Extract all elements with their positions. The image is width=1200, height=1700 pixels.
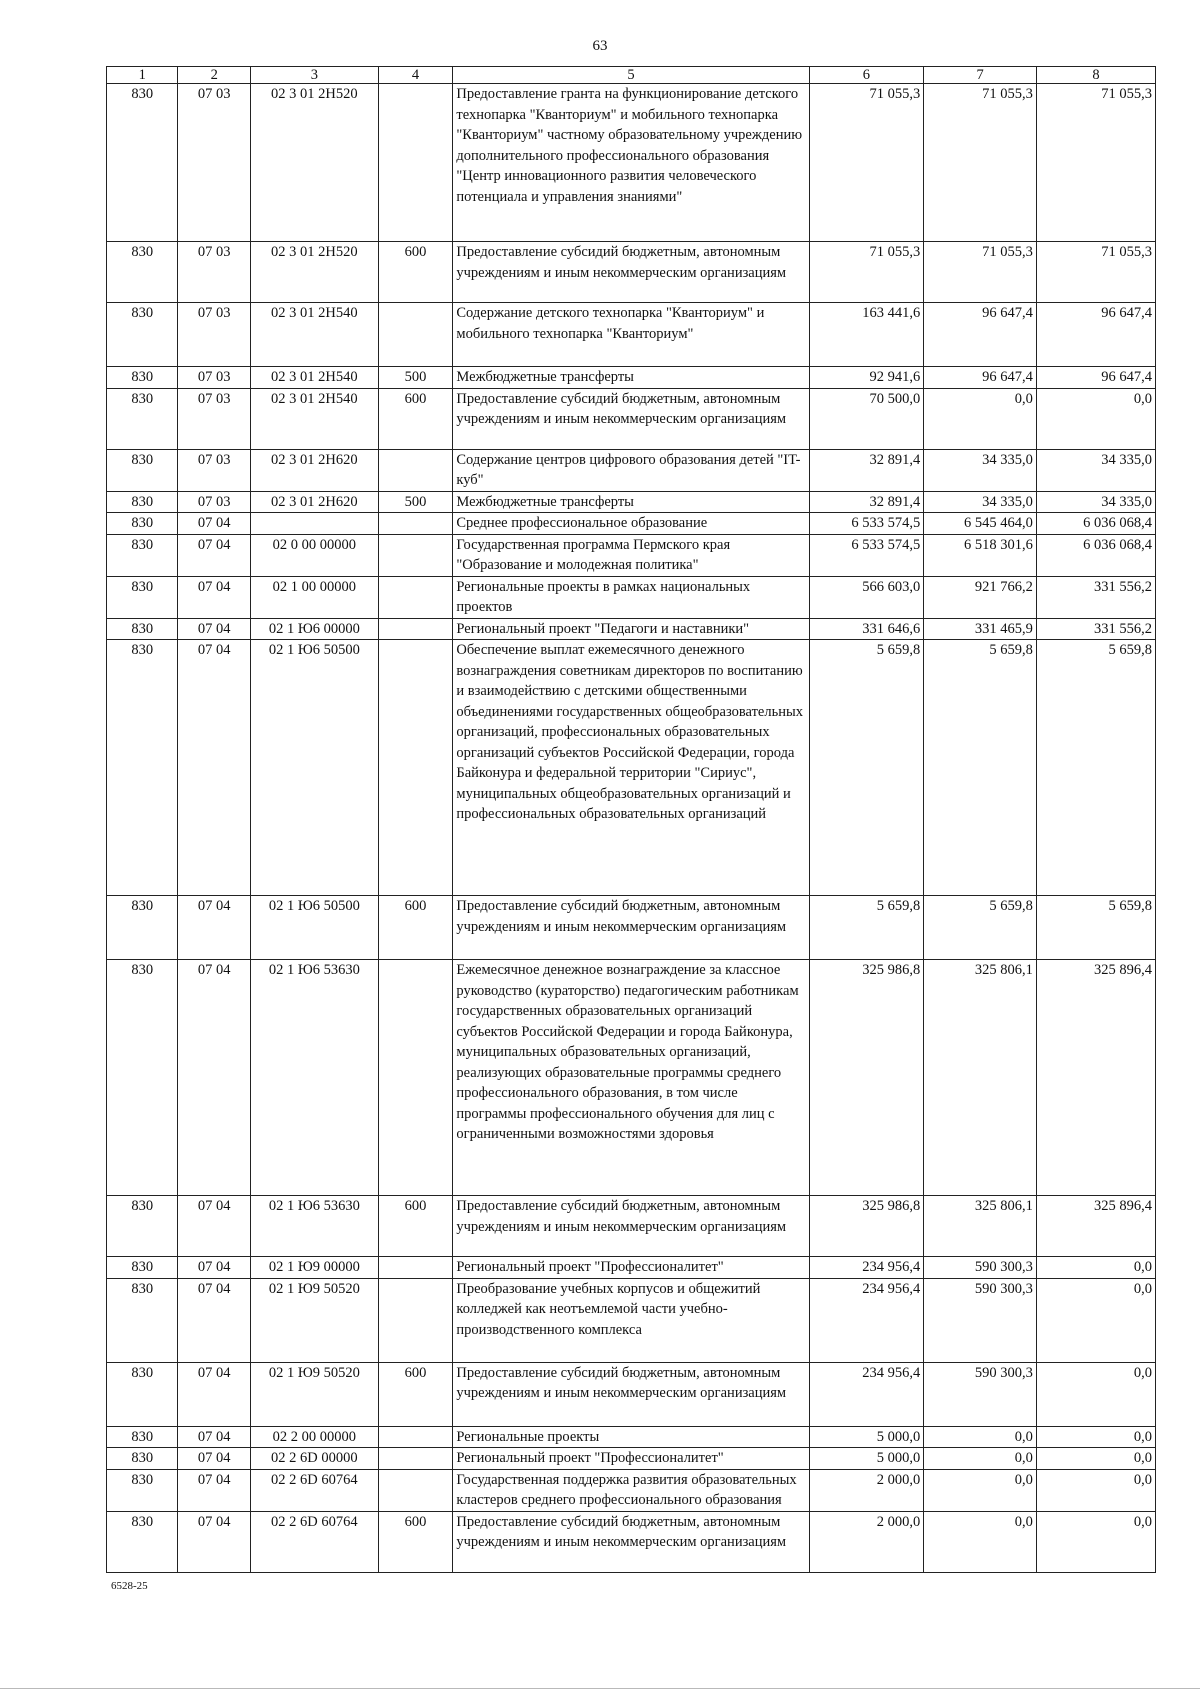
amount-col-8: 0,0 bbox=[1036, 1469, 1155, 1511]
amount-col-6: 2 000,0 bbox=[809, 1469, 924, 1511]
amount-col-8: 5 659,8 bbox=[1036, 640, 1155, 896]
chapter-code: 830 bbox=[107, 1426, 178, 1448]
chapter-code: 830 bbox=[107, 449, 178, 491]
item-name: Предоставление субсидий бюджетным, автономным учреждениям и иным некоммерческим организациям bbox=[453, 388, 809, 449]
table-row bbox=[107, 960, 1156, 1196]
expense-type-code bbox=[378, 1257, 453, 1279]
chapter-code: 830 bbox=[107, 1278, 178, 1362]
amount-col-7: 5 659,8 bbox=[924, 640, 1037, 896]
amount-col-7: 590 300,3 bbox=[924, 1278, 1037, 1362]
expense-type-code bbox=[378, 618, 453, 640]
target-article-code bbox=[250, 513, 378, 535]
amount-col-8: 71 055,3 bbox=[1036, 242, 1155, 303]
item-name: Межбюджетные трансферты bbox=[453, 491, 809, 513]
table-row bbox=[107, 1426, 1156, 1448]
chapter-code: 830 bbox=[107, 960, 178, 1196]
table-row bbox=[107, 534, 1156, 576]
amount-col-8: 34 335,0 bbox=[1036, 491, 1155, 513]
amount-col-6: 331 646,6 bbox=[809, 618, 924, 640]
amount-col-6: 325 986,8 bbox=[809, 1196, 924, 1257]
amount-col-8: 325 896,4 bbox=[1036, 1196, 1155, 1257]
chapter-code: 830 bbox=[107, 1196, 178, 1257]
amount-col-8: 0,0 bbox=[1036, 1426, 1155, 1448]
amount-col-6: 163 441,6 bbox=[809, 303, 924, 367]
item-name: Региональный проект "Профессионалитет" bbox=[453, 1257, 809, 1279]
section-code: 07 04 bbox=[178, 1448, 251, 1470]
table-row bbox=[107, 491, 1156, 513]
section-code: 07 04 bbox=[178, 1196, 251, 1257]
amount-col-6: 234 956,4 bbox=[809, 1362, 924, 1426]
amount-col-6: 566 603,0 bbox=[809, 576, 924, 618]
table-row bbox=[107, 618, 1156, 640]
amount-col-6: 70 500,0 bbox=[809, 388, 924, 449]
target-article-code: 02 0 00 00000 bbox=[250, 534, 378, 576]
item-name: Межбюджетные трансферты bbox=[453, 367, 809, 389]
amount-col-6: 6 533 574,5 bbox=[809, 534, 924, 576]
header-cell: 2 bbox=[178, 67, 251, 84]
amount-col-7: 331 465,9 bbox=[924, 618, 1037, 640]
chapter-code: 830 bbox=[107, 491, 178, 513]
amount-col-7: 0,0 bbox=[924, 388, 1037, 449]
expense-type-code bbox=[378, 303, 453, 367]
item-name: Преобразование учебных корпусов и общежитий колледжей как неотъемлемой части учебно-производственного комплекса bbox=[453, 1278, 809, 1362]
item-name: Государственная программа Пермского края "Образование и молодежная политика" bbox=[453, 534, 809, 576]
expense-type-code: 600 bbox=[378, 388, 453, 449]
amount-col-8: 96 647,4 bbox=[1036, 303, 1155, 367]
section-code: 07 04 bbox=[178, 534, 251, 576]
section-code: 07 03 bbox=[178, 388, 251, 449]
chapter-code: 830 bbox=[107, 618, 178, 640]
amount-col-6: 5 659,8 bbox=[809, 640, 924, 896]
chapter-code: 830 bbox=[107, 640, 178, 896]
amount-col-7: 71 055,3 bbox=[924, 84, 1037, 242]
header-cell: 7 bbox=[924, 67, 1037, 84]
section-code: 07 04 bbox=[178, 896, 251, 960]
amount-col-7: 0,0 bbox=[924, 1511, 1037, 1572]
section-code: 07 03 bbox=[178, 303, 251, 367]
amount-col-7: 590 300,3 bbox=[924, 1257, 1037, 1279]
section-code: 07 04 bbox=[178, 1362, 251, 1426]
table-row bbox=[107, 1196, 1156, 1257]
amount-col-6: 5 659,8 bbox=[809, 896, 924, 960]
expense-type-code bbox=[378, 449, 453, 491]
table-row bbox=[107, 1257, 1156, 1279]
section-code: 07 04 bbox=[178, 1469, 251, 1511]
target-article-code: 02 1 Ю9 00000 bbox=[250, 1257, 378, 1279]
amount-col-8: 0,0 bbox=[1036, 1278, 1155, 1362]
amount-col-6: 234 956,4 bbox=[809, 1257, 924, 1279]
scan-edge-divider bbox=[0, 1688, 1200, 1689]
chapter-code: 830 bbox=[107, 388, 178, 449]
chapter-code: 830 bbox=[107, 534, 178, 576]
section-code: 07 03 bbox=[178, 84, 251, 242]
expense-type-code bbox=[378, 1278, 453, 1362]
target-article-code: 02 3 01 2Н540 bbox=[250, 367, 378, 389]
expense-type-code bbox=[378, 576, 453, 618]
item-name: Предоставление субсидий бюджетным, автономным учреждениям и иным некоммерческим организациям bbox=[453, 1196, 809, 1257]
target-article-code: 02 1 00 00000 bbox=[250, 576, 378, 618]
expense-type-code: 500 bbox=[378, 367, 453, 389]
expense-type-code bbox=[378, 1448, 453, 1470]
target-article-code: 02 3 01 2Н620 bbox=[250, 491, 378, 513]
target-article-code: 02 1 Ю6 50500 bbox=[250, 640, 378, 896]
table-row bbox=[107, 640, 1156, 896]
chapter-code: 830 bbox=[107, 1448, 178, 1470]
amount-col-7: 325 806,1 bbox=[924, 1196, 1037, 1257]
target-article-code: 02 2 6D 60764 bbox=[250, 1511, 378, 1572]
amount-col-7: 96 647,4 bbox=[924, 303, 1037, 367]
table-row bbox=[107, 449, 1156, 491]
item-name: Региональные проекты в рамках национальных проектов bbox=[453, 576, 809, 618]
amount-col-7: 590 300,3 bbox=[924, 1362, 1037, 1426]
chapter-code: 830 bbox=[107, 1257, 178, 1279]
table-row bbox=[107, 896, 1156, 960]
amount-col-8: 6 036 068,4 bbox=[1036, 534, 1155, 576]
amount-col-8: 96 647,4 bbox=[1036, 367, 1155, 389]
chapter-code: 830 bbox=[107, 896, 178, 960]
item-name: Содержание детского технопарка "Кванториум" и мобильного технопарка "Кванториум" bbox=[453, 303, 809, 367]
amount-col-7: 6 518 301,6 bbox=[924, 534, 1037, 576]
expense-type-code: 600 bbox=[378, 1511, 453, 1572]
table-row bbox=[107, 388, 1156, 449]
target-article-code: 02 3 01 2Н520 bbox=[250, 242, 378, 303]
expense-type-code bbox=[378, 1469, 453, 1511]
expense-type-code bbox=[378, 1426, 453, 1448]
amount-col-8: 5 659,8 bbox=[1036, 896, 1155, 960]
table-row bbox=[107, 1448, 1156, 1470]
footer-code: 6528-25 bbox=[111, 1580, 148, 1592]
expense-type-code bbox=[378, 534, 453, 576]
item-name: Региональные проекты bbox=[453, 1426, 809, 1448]
expense-type-code: 600 bbox=[378, 242, 453, 303]
item-name: Предоставление субсидий бюджетным, автономным учреждениям и иным некоммерческим организациям bbox=[453, 1362, 809, 1426]
table-row bbox=[107, 1511, 1156, 1572]
amount-col-8: 0,0 bbox=[1036, 1511, 1155, 1572]
amount-col-6: 32 891,4 bbox=[809, 491, 924, 513]
amount-col-6: 71 055,3 bbox=[809, 84, 924, 242]
expense-type-code: 600 bbox=[378, 896, 453, 960]
amount-col-8: 325 896,4 bbox=[1036, 960, 1155, 1196]
amount-col-6: 92 941,6 bbox=[809, 367, 924, 389]
chapter-code: 830 bbox=[107, 1511, 178, 1572]
expense-type-code bbox=[378, 84, 453, 242]
item-name: Ежемесячное денежное вознаграждение за классное руководство (кураторство) педагогическим работникам государственных образовательных организаций субъектов Российской Федерации и города Байконура, муниципальных образовательных организаций, реализующих образовательные программы среднего профессионального образования, в том числе программы профессионального обучения для лиц с ограниченными возможностями здоровья bbox=[453, 960, 809, 1196]
target-article-code: 02 1 Ю9 50520 bbox=[250, 1362, 378, 1426]
chapter-code: 830 bbox=[107, 242, 178, 303]
header-cell: 1 bbox=[107, 67, 178, 84]
expense-type-code: 600 bbox=[378, 1196, 453, 1257]
chapter-code: 830 bbox=[107, 303, 178, 367]
section-code: 07 04 bbox=[178, 576, 251, 618]
target-article-code: 02 1 Ю6 53630 bbox=[250, 960, 378, 1196]
amount-col-8: 331 556,2 bbox=[1036, 576, 1155, 618]
amount-col-8: 71 055,3 bbox=[1036, 84, 1155, 242]
amount-col-7: 6 545 464,0 bbox=[924, 513, 1037, 535]
expense-type-code bbox=[378, 960, 453, 1196]
chapter-code: 830 bbox=[107, 84, 178, 242]
amount-col-6: 5 000,0 bbox=[809, 1426, 924, 1448]
amount-col-7: 921 766,2 bbox=[924, 576, 1037, 618]
target-article-code: 02 2 6D 60764 bbox=[250, 1469, 378, 1511]
target-article-code: 02 1 Ю6 00000 bbox=[250, 618, 378, 640]
amount-col-6: 32 891,4 bbox=[809, 449, 924, 491]
section-code: 07 04 bbox=[178, 960, 251, 1196]
budget-table bbox=[106, 66, 1156, 1573]
amount-col-7: 0,0 bbox=[924, 1469, 1037, 1511]
amount-col-7: 96 647,4 bbox=[924, 367, 1037, 389]
section-code: 07 04 bbox=[178, 1426, 251, 1448]
amount-col-8: 0,0 bbox=[1036, 1362, 1155, 1426]
header-cell: 4 bbox=[378, 67, 453, 84]
section-code: 07 04 bbox=[178, 618, 251, 640]
target-article-code: 02 3 01 2Н540 bbox=[250, 388, 378, 449]
item-name: Обеспечение выплат ежемесячного денежного вознаграждения советникам директоров по воспитанию и взаимодействию с детскими общественными объединениями государственных общеобразовательных организаций, профессиональных образовательных организаций субъектов Российской Федерации, города Байконура и федеральной территории "Сириус", муниципальных общеобразовательных организаций и профессиональных образовательных организаций bbox=[453, 640, 809, 896]
amount-col-8: 0,0 bbox=[1036, 388, 1155, 449]
target-article-code: 02 3 01 2Н620 bbox=[250, 449, 378, 491]
section-code: 07 03 bbox=[178, 367, 251, 389]
chapter-code: 830 bbox=[107, 1362, 178, 1426]
amount-col-7: 0,0 bbox=[924, 1426, 1037, 1448]
chapter-code: 830 bbox=[107, 576, 178, 618]
item-name: Предоставление субсидий бюджетным, автономным учреждениям и иным некоммерческим организациям bbox=[453, 242, 809, 303]
section-code: 07 04 bbox=[178, 1278, 251, 1362]
page-number: 63 bbox=[592, 38, 608, 54]
item-name: Предоставление субсидий бюджетным, автономным учреждениям и иным некоммерческим организациям bbox=[453, 896, 809, 960]
amount-col-8: 6 036 068,4 bbox=[1036, 513, 1155, 535]
header-cell: 5 bbox=[453, 67, 809, 84]
section-code: 07 04 bbox=[178, 1511, 251, 1572]
table-row bbox=[107, 1469, 1156, 1511]
amount-col-7: 325 806,1 bbox=[924, 960, 1037, 1196]
table-row bbox=[107, 513, 1156, 535]
header-cell: 3 bbox=[250, 67, 378, 84]
section-code: 07 04 bbox=[178, 640, 251, 896]
section-code: 07 03 bbox=[178, 449, 251, 491]
chapter-code: 830 bbox=[107, 513, 178, 535]
amount-col-8: 331 556,2 bbox=[1036, 618, 1155, 640]
amount-col-8: 34 335,0 bbox=[1036, 449, 1155, 491]
amount-col-6: 234 956,4 bbox=[809, 1278, 924, 1362]
item-name: Содержание центров цифрового образования детей "IT-куб" bbox=[453, 449, 809, 491]
item-name: Предоставление субсидий бюджетным, автономным учреждениям и иным некоммерческим организациям bbox=[453, 1511, 809, 1572]
target-article-code: 02 2 00 00000 bbox=[250, 1426, 378, 1448]
expense-type-code: 600 bbox=[378, 1362, 453, 1426]
item-name: Государственная поддержка развития образовательных кластеров среднего профессионального образования bbox=[453, 1469, 809, 1511]
target-article-code: 02 1 Ю6 50500 bbox=[250, 896, 378, 960]
amount-col-6: 5 000,0 bbox=[809, 1448, 924, 1470]
item-name: Предоставление гранта на функционирование детского технопарка "Кванториум" и мобильного технопарка "Кванториум" частному образовательному учреждению дополнительного профессионального образования "Центр инновационного развития человеческого потенциала и управления знаниями" bbox=[453, 84, 809, 242]
item-name: Региональный проект "Педагоги и наставники" bbox=[453, 618, 809, 640]
table-row bbox=[107, 367, 1156, 389]
table-row bbox=[107, 303, 1156, 367]
amount-col-7: 71 055,3 bbox=[924, 242, 1037, 303]
amount-col-7: 34 335,0 bbox=[924, 449, 1037, 491]
header-cell: 6 bbox=[809, 67, 924, 84]
table-row bbox=[107, 242, 1156, 303]
item-name: Региональный проект "Профессионалитет" bbox=[453, 1448, 809, 1470]
amount-col-6: 325 986,8 bbox=[809, 960, 924, 1196]
amount-col-7: 5 659,8 bbox=[924, 896, 1037, 960]
expense-type-code: 500 bbox=[378, 491, 453, 513]
header-row bbox=[107, 67, 1156, 84]
table-row bbox=[107, 1278, 1156, 1362]
amount-col-7: 0,0 bbox=[924, 1448, 1037, 1470]
table-row bbox=[107, 84, 1156, 242]
chapter-code: 830 bbox=[107, 1469, 178, 1511]
header-cell: 8 bbox=[1036, 67, 1155, 84]
amount-col-7: 34 335,0 bbox=[924, 491, 1037, 513]
target-article-code: 02 2 6D 00000 bbox=[250, 1448, 378, 1470]
section-code: 07 04 bbox=[178, 513, 251, 535]
target-article-code: 02 3 01 2Н520 bbox=[250, 84, 378, 242]
expense-type-code bbox=[378, 513, 453, 535]
table-row bbox=[107, 576, 1156, 618]
amount-col-8: 0,0 bbox=[1036, 1448, 1155, 1470]
amount-col-6: 71 055,3 bbox=[809, 242, 924, 303]
amount-col-6: 2 000,0 bbox=[809, 1511, 924, 1572]
section-code: 07 03 bbox=[178, 242, 251, 303]
table-body bbox=[107, 84, 1156, 1573]
amount-col-6: 6 533 574,5 bbox=[809, 513, 924, 535]
section-code: 07 04 bbox=[178, 1257, 251, 1279]
target-article-code: 02 1 Ю6 53630 bbox=[250, 1196, 378, 1257]
item-name: Среднее профессиональное образование bbox=[453, 513, 809, 535]
section-code: 07 03 bbox=[178, 491, 251, 513]
target-article-code: 02 3 01 2Н540 bbox=[250, 303, 378, 367]
chapter-code: 830 bbox=[107, 367, 178, 389]
table-row bbox=[107, 1362, 1156, 1426]
expense-type-code bbox=[378, 640, 453, 896]
amount-col-8: 0,0 bbox=[1036, 1257, 1155, 1279]
target-article-code: 02 1 Ю9 50520 bbox=[250, 1278, 378, 1362]
